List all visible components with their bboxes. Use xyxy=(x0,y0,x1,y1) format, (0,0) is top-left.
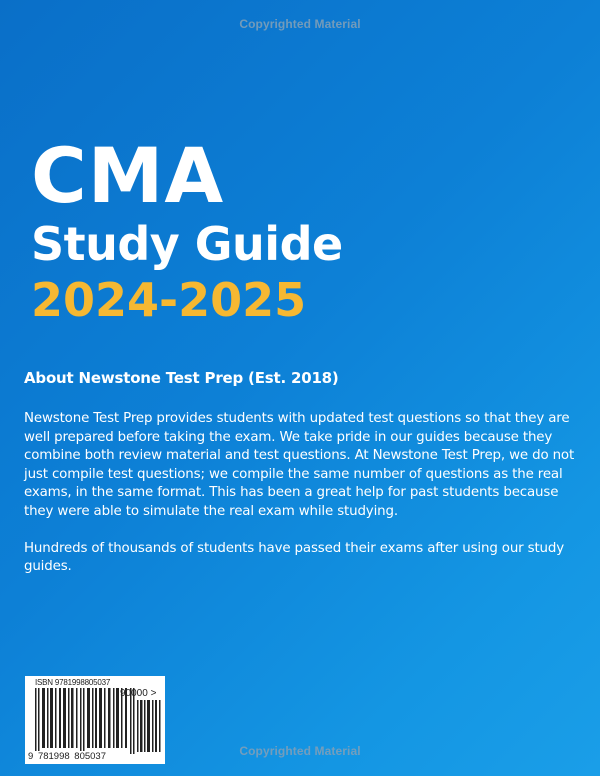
title-cma: CMA xyxy=(31,131,225,220)
title-study-guide: Study Guide xyxy=(31,217,343,271)
about-paragraph-1: Newstone Test Prep provides students with updated test questions so that they are well prepared before taking the exam. We take pride in our guides because they combine both review material and test questions. At Newstone Test Prep, we do not just compile test questions; we compile the same number of questions as the real exams, in the same format. This has been a great help for past students because they were able to simulate the real exam while studying. xyxy=(24,411,575,519)
isbn-digit-first: 9 xyxy=(28,751,34,762)
isbn-digit-group-1: 781998 xyxy=(37,751,70,762)
about-heading: About Newstone Test Prep (Est. 2018) xyxy=(24,369,339,387)
title-year: 2024-2025 xyxy=(31,273,307,327)
title-block xyxy=(31,131,343,328)
copyright-watermark-bottom: Copyrighted Material xyxy=(239,744,361,758)
about-section xyxy=(24,368,584,595)
price-code: 90000 > xyxy=(120,688,157,699)
isbn-label: ISBN 9781998805037 xyxy=(35,678,111,687)
about-paragraph-2: Hundreds of thousands of students have passed their exams after using our study guides. xyxy=(24,540,565,575)
copyright-watermark-top: Copyrighted Material xyxy=(239,17,361,31)
isbn-digit-group-2: 805037 xyxy=(74,751,106,762)
